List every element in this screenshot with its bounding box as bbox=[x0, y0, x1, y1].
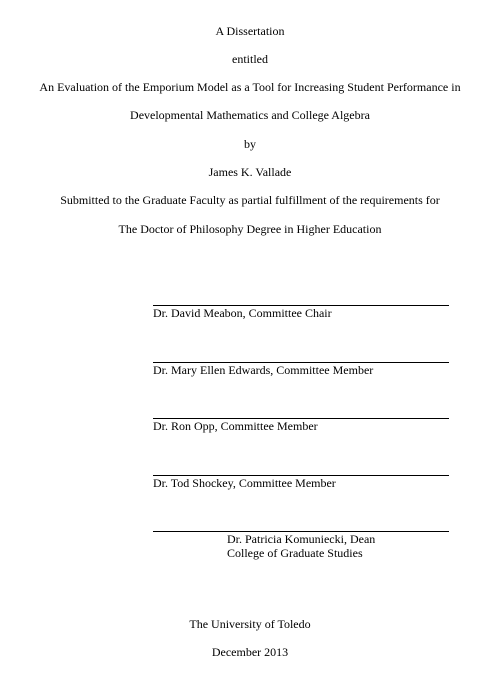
dean-name: Dr. Patricia Komuniecki, Dean bbox=[227, 532, 376, 546]
committee-member-label: Dr. Ron Opp, Committee Member bbox=[153, 419, 318, 433]
university-name: The University of Toledo bbox=[189, 617, 311, 631]
author-name: James K. Vallade bbox=[208, 165, 292, 179]
submission-statement: Submitted to the Graduate Faculty as partial fulfillment of the requirements for bbox=[60, 193, 440, 207]
submission-date: December 2013 bbox=[211, 645, 289, 659]
dissertation-title-line-2: Developmental Mathematics and College Algebra bbox=[130, 108, 370, 122]
committee-member-label: Dr. Tod Shockey, Committee Member bbox=[153, 476, 336, 490]
committee-chair-label: Dr. David Meabon, Committee Chair bbox=[153, 306, 332, 320]
committee-member-label: Dr. Mary Ellen Edwards, Committee Member bbox=[153, 363, 374, 377]
by-text: by bbox=[244, 137, 256, 151]
doc-type: A Dissertation bbox=[215, 24, 285, 38]
entitled-text: entitled bbox=[232, 52, 268, 66]
dean-office: College of Graduate Studies bbox=[227, 546, 363, 560]
dissertation-title-line-1: An Evaluation of the Emporium Model as a Tool for Increasing Student Performance in bbox=[39, 80, 461, 94]
degree-name: The Doctor of Philosophy Degree in Higher Education bbox=[118, 222, 382, 236]
